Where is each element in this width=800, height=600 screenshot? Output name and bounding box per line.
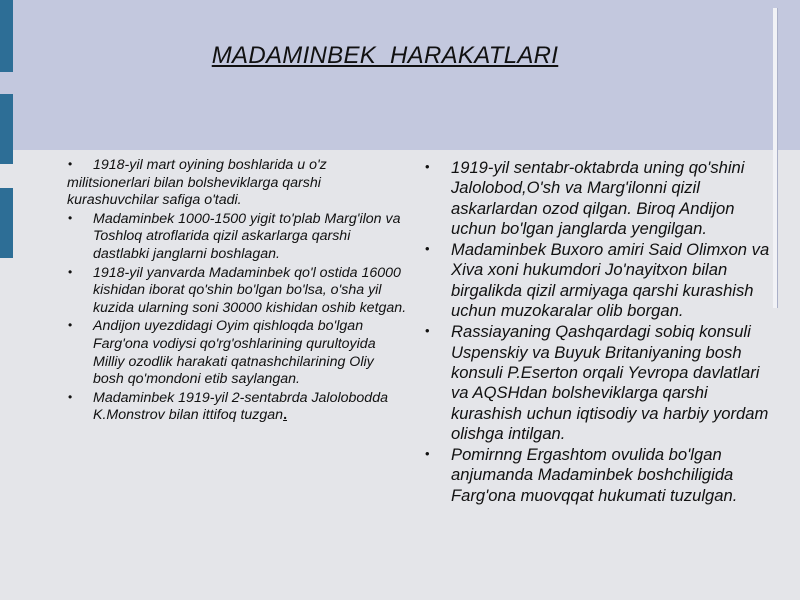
- vertical-divider: [773, 8, 777, 308]
- accent-mark: [0, 0, 13, 72]
- bullet-icon: •: [425, 323, 430, 339]
- list-item: [67, 318, 407, 388]
- list-item-text: 1918-yil yanvarda Madaminbek qo'l ostida 16000 kishidan iborat qo'shin bo'lgan bo'lsa, o'sha yil kuzida ularning soni 30000 kishidan oshib ketgan.: [93, 264, 407, 316]
- list-item: [425, 158, 770, 239]
- list-item-text: Rassiayaning Qashqardagi sobiq konsuli Uspenskiy va Buyuk Britaniyaning bosh konsuli P.Eserton orqali Yevropa davlatlari va AQSHdan bolsheviklarga qarshi kurashish uchun iqtisodiy va harbiy yordam olishga intilgan.: [451, 322, 769, 443]
- list-item: [425, 240, 770, 321]
- list-item: [425, 322, 770, 444]
- accent-mark: [0, 94, 13, 164]
- list-item-text: Madaminbek 1000-1500 yigit to'plab Marg'ilon va Toshloq atroflarida qizil askarlarga qarshi dastlabki janglarni boshlagan.: [93, 210, 401, 262]
- left-accent-marks: [0, 0, 14, 600]
- bullet-icon: •: [68, 210, 73, 225]
- bullet-icon: •: [425, 159, 430, 174]
- bullet-icon: •: [425, 241, 430, 257]
- bullet-icon: •: [68, 157, 73, 171]
- list-item-text: 1918-yil mart oyining boshlarida u o'z militsionerlari bilan bolsheviklarga qarshi kurashuvchilar safiga o'tadi.: [67, 157, 327, 209]
- list-item: [67, 390, 407, 425]
- bullet-icon: •: [68, 389, 73, 404]
- bullet-icon: •: [68, 318, 73, 333]
- list-item-text: Andijon uyezdidagi Oyim qishloqda bo'lgan Farg'ona vodiysi qo'rg'oshlarining qurultoyida Milliy ozodlik harakati qatnashchilarining Oliy bosh qo'mondoni etib saylangan.: [93, 318, 376, 388]
- slide-header-band: [0, 0, 800, 150]
- list-item: [425, 445, 770, 506]
- bullet-icon: •: [68, 264, 73, 279]
- bullet-icon: •: [425, 446, 430, 462]
- list-item: [67, 265, 407, 318]
- left-bullet-list: [67, 157, 407, 426]
- list-item-text: Madaminbek 1919-yil 2-sentabrda Jalolobodda K.Monstrov bilan ittifoq tuzgan: [93, 389, 388, 424]
- list-item: [67, 211, 407, 264]
- list-item-text: Pomirnng Ergashtom ovulida bo'lgan anjumanda Madaminbek boshchiligida Farg'ona muovqqat hukumati tuzulgan.: [451, 445, 738, 505]
- list-item: [67, 157, 407, 210]
- right-bullet-list: [425, 158, 770, 507]
- list-item-text: 1919-yil sentabr-oktabrda uning qo'shini Jalolobod,O'sh va Marg'ilonni qizil askarlardan ozod qilgan. Biroq Andijon uchun bo'lgan janglarda yengilgan.: [451, 158, 745, 238]
- slide-title: MADAMINBEK HARAKATLARI: [211, 42, 559, 69]
- accent-mark: [0, 188, 13, 258]
- trailing-period: .: [283, 407, 288, 424]
- list-item-text: Madaminbek Buxoro amiri Said Olimxon va Xiva xoni hukumdori Jo'nayitxon bilan birgalikda qizil armiyaga qarshi kurashish uchun muzokaralar olib borgan.: [451, 240, 770, 321]
